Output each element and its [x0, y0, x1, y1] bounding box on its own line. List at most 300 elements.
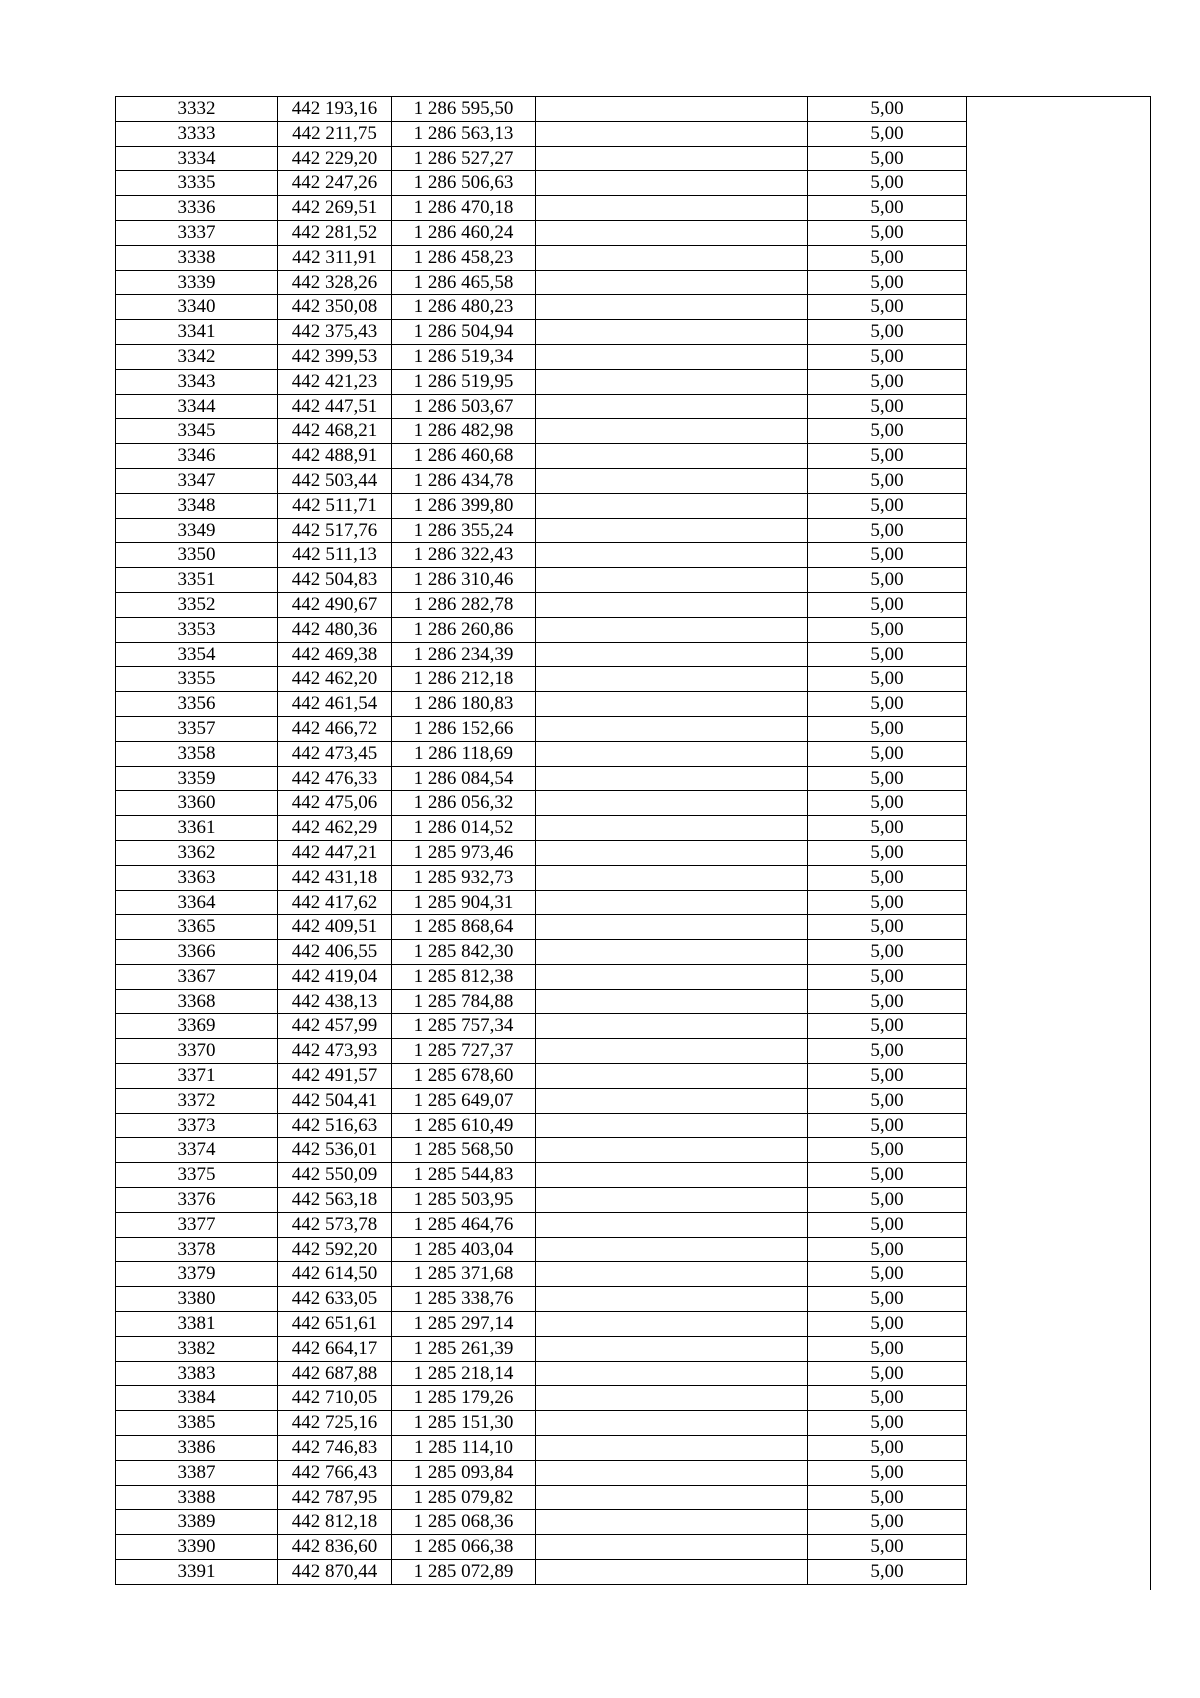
x-coordinate-cell: 442 311,91 — [278, 245, 392, 270]
table-row — [116, 1014, 1152, 1039]
x-coordinate-cell: 442 633,05 — [278, 1287, 392, 1312]
accuracy-cell: 5,00 — [808, 1361, 967, 1386]
description-cell — [536, 493, 808, 518]
table-row — [116, 146, 1152, 171]
y-coordinate-cell: 1 286 482,98 — [392, 419, 536, 444]
point-number-cell: 3357 — [116, 716, 278, 741]
x-coordinate-cell: 442 511,71 — [278, 493, 392, 518]
note-cell — [967, 592, 1152, 617]
x-coordinate-cell: 442 687,88 — [278, 1361, 392, 1386]
point-number-cell: 3360 — [116, 791, 278, 816]
y-coordinate-cell: 1 286 084,54 — [392, 766, 536, 791]
note-cell — [967, 816, 1152, 841]
point-number-cell: 3345 — [116, 419, 278, 444]
table-row — [116, 196, 1152, 221]
point-number-cell: 3344 — [116, 394, 278, 419]
note-cell — [967, 444, 1152, 469]
y-coordinate-cell: 1 285 904,31 — [392, 890, 536, 915]
table-row — [116, 766, 1152, 791]
point-number-cell: 3375 — [116, 1163, 278, 1188]
y-coordinate-cell: 1 286 260,86 — [392, 617, 536, 642]
y-coordinate-cell: 1 286 503,67 — [392, 394, 536, 419]
y-coordinate-cell: 1 286 470,18 — [392, 196, 536, 221]
description-cell — [536, 915, 808, 940]
x-coordinate-cell: 442 461,54 — [278, 692, 392, 717]
description-cell — [536, 1287, 808, 1312]
accuracy-cell: 5,00 — [808, 1237, 967, 1262]
table-row — [116, 890, 1152, 915]
description-cell — [536, 1014, 808, 1039]
note-cell — [967, 1113, 1152, 1138]
note-cell — [967, 568, 1152, 593]
y-coordinate-cell: 1 286 322,43 — [392, 543, 536, 568]
table-row — [116, 940, 1152, 965]
description-cell — [536, 940, 808, 965]
table-row — [116, 1386, 1152, 1411]
note-cell — [967, 270, 1152, 295]
description-cell — [536, 419, 808, 444]
x-coordinate-cell: 442 516,63 — [278, 1113, 392, 1138]
x-coordinate-cell: 442 550,09 — [278, 1163, 392, 1188]
accuracy-cell: 5,00 — [808, 419, 967, 444]
note-cell — [967, 1485, 1152, 1510]
accuracy-cell: 5,00 — [808, 1163, 967, 1188]
y-coordinate-cell: 1 286 504,94 — [392, 320, 536, 345]
accuracy-cell: 5,00 — [808, 1188, 967, 1213]
table-row — [116, 320, 1152, 345]
description-cell — [536, 865, 808, 890]
note-cell — [967, 1312, 1152, 1337]
y-coordinate-cell: 1 286 527,27 — [392, 146, 536, 171]
description-cell — [536, 1560, 808, 1585]
description-cell — [536, 121, 808, 146]
point-number-cell: 3389 — [116, 1510, 278, 1535]
description-cell — [536, 964, 808, 989]
note-cell — [967, 518, 1152, 543]
point-number-cell: 3354 — [116, 642, 278, 667]
point-number-cell: 3382 — [116, 1336, 278, 1361]
description-cell — [536, 1138, 808, 1163]
note-cell — [967, 940, 1152, 965]
point-number-cell: 3351 — [116, 568, 278, 593]
table-row — [116, 518, 1152, 543]
point-number-cell: 3390 — [116, 1535, 278, 1560]
accuracy-cell: 5,00 — [808, 1014, 967, 1039]
description-cell — [536, 716, 808, 741]
accuracy-cell: 5,00 — [808, 865, 967, 890]
point-number-cell: 3366 — [116, 940, 278, 965]
table-row — [116, 642, 1152, 667]
x-coordinate-cell: 442 399,53 — [278, 344, 392, 369]
point-number-cell: 3361 — [116, 816, 278, 841]
point-number-cell: 3358 — [116, 741, 278, 766]
point-number-cell: 3372 — [116, 1088, 278, 1113]
x-coordinate-cell: 442 504,41 — [278, 1088, 392, 1113]
y-coordinate-cell: 1 285 114,10 — [392, 1436, 536, 1461]
table-row — [116, 468, 1152, 493]
x-coordinate-cell: 442 517,76 — [278, 518, 392, 543]
y-coordinate-cell: 1 285 068,36 — [392, 1510, 536, 1535]
description-cell — [536, 344, 808, 369]
table-row — [116, 444, 1152, 469]
note-cell — [967, 1535, 1152, 1560]
table-row — [116, 964, 1152, 989]
description-cell — [536, 394, 808, 419]
accuracy-cell: 5,00 — [808, 1411, 967, 1436]
table-row — [116, 1113, 1152, 1138]
point-number-cell: 3386 — [116, 1436, 278, 1461]
x-coordinate-cell: 442 375,43 — [278, 320, 392, 345]
description-cell — [536, 543, 808, 568]
point-number-cell: 3346 — [116, 444, 278, 469]
y-coordinate-cell: 1 285 066,38 — [392, 1535, 536, 1560]
description-cell — [536, 1411, 808, 1436]
y-coordinate-cell: 1 285 568,50 — [392, 1138, 536, 1163]
table-row — [116, 344, 1152, 369]
table-row — [116, 915, 1152, 940]
point-number-cell: 3332 — [116, 97, 278, 122]
y-coordinate-cell: 1 286 234,39 — [392, 642, 536, 667]
y-coordinate-cell: 1 286 118,69 — [392, 741, 536, 766]
point-number-cell: 3343 — [116, 369, 278, 394]
y-coordinate-cell: 1 285 610,49 — [392, 1113, 536, 1138]
description-cell — [536, 592, 808, 617]
y-coordinate-cell: 1 286 480,23 — [392, 295, 536, 320]
y-coordinate-cell: 1 285 973,46 — [392, 840, 536, 865]
accuracy-cell: 5,00 — [808, 171, 967, 196]
table-row — [116, 419, 1152, 444]
description-cell — [536, 320, 808, 345]
y-coordinate-cell: 1 285 544,83 — [392, 1163, 536, 1188]
point-number-cell: 3338 — [116, 245, 278, 270]
point-number-cell: 3378 — [116, 1237, 278, 1262]
point-number-cell: 3364 — [116, 890, 278, 915]
accuracy-cell: 5,00 — [808, 444, 967, 469]
coordinates-table — [115, 96, 1152, 1585]
description-cell — [536, 989, 808, 1014]
table-row — [116, 97, 1152, 122]
note-cell — [967, 1411, 1152, 1436]
table-row — [116, 741, 1152, 766]
x-coordinate-cell: 442 725,16 — [278, 1411, 392, 1436]
x-coordinate-cell: 442 421,23 — [278, 369, 392, 394]
table-row — [116, 1064, 1152, 1089]
table-row — [116, 543, 1152, 568]
y-coordinate-cell: 1 286 460,24 — [392, 220, 536, 245]
table-row — [116, 716, 1152, 741]
x-coordinate-cell: 442 328,26 — [278, 270, 392, 295]
x-coordinate-cell: 442 473,45 — [278, 741, 392, 766]
accuracy-cell: 5,00 — [808, 1039, 967, 1064]
accuracy-cell: 5,00 — [808, 121, 967, 146]
note-cell — [967, 964, 1152, 989]
accuracy-cell: 5,00 — [808, 1510, 967, 1535]
note-cell — [967, 890, 1152, 915]
accuracy-cell: 5,00 — [808, 1262, 967, 1287]
description-cell — [536, 171, 808, 196]
x-coordinate-cell: 442 536,01 — [278, 1138, 392, 1163]
y-coordinate-cell: 1 286 506,63 — [392, 171, 536, 196]
note-cell — [967, 989, 1152, 1014]
description-cell — [536, 816, 808, 841]
x-coordinate-cell: 442 417,62 — [278, 890, 392, 915]
accuracy-cell: 5,00 — [808, 543, 967, 568]
x-coordinate-cell: 442 457,99 — [278, 1014, 392, 1039]
point-number-cell: 3353 — [116, 617, 278, 642]
table-row — [116, 1361, 1152, 1386]
y-coordinate-cell: 1 285 403,04 — [392, 1237, 536, 1262]
x-coordinate-cell: 442 592,20 — [278, 1237, 392, 1262]
note-cell — [967, 97, 1152, 122]
description-cell — [536, 1237, 808, 1262]
y-coordinate-cell: 1 285 093,84 — [392, 1460, 536, 1485]
point-number-cell: 3387 — [116, 1460, 278, 1485]
description-cell — [536, 791, 808, 816]
note-cell — [967, 716, 1152, 741]
note-cell — [967, 1188, 1152, 1213]
y-coordinate-cell: 1 285 503,95 — [392, 1188, 536, 1213]
y-coordinate-cell: 1 286 152,66 — [392, 716, 536, 741]
accuracy-cell: 5,00 — [808, 568, 967, 593]
x-coordinate-cell: 442 488,91 — [278, 444, 392, 469]
description-cell — [536, 196, 808, 221]
table-row — [116, 1312, 1152, 1337]
x-coordinate-cell: 442 406,55 — [278, 940, 392, 965]
y-coordinate-cell: 1 285 297,14 — [392, 1312, 536, 1337]
table-row — [116, 493, 1152, 518]
accuracy-cell: 5,00 — [808, 344, 967, 369]
y-coordinate-cell: 1 286 434,78 — [392, 468, 536, 493]
x-coordinate-cell: 442 664,17 — [278, 1336, 392, 1361]
note-cell — [967, 1336, 1152, 1361]
x-coordinate-cell: 442 281,52 — [278, 220, 392, 245]
note-cell — [967, 1237, 1152, 1262]
description-cell — [536, 890, 808, 915]
accuracy-cell: 5,00 — [808, 146, 967, 171]
note-cell — [967, 1039, 1152, 1064]
x-coordinate-cell: 442 766,43 — [278, 1460, 392, 1485]
description-cell — [536, 568, 808, 593]
table-row — [116, 1287, 1152, 1312]
table-row — [116, 1460, 1152, 1485]
accuracy-cell: 5,00 — [808, 196, 967, 221]
description-cell — [536, 840, 808, 865]
point-number-cell: 3369 — [116, 1014, 278, 1039]
y-coordinate-cell: 1 286 310,46 — [392, 568, 536, 593]
accuracy-cell: 5,00 — [808, 1312, 967, 1337]
accuracy-cell: 5,00 — [808, 940, 967, 965]
note-cell — [967, 1287, 1152, 1312]
x-coordinate-cell: 442 490,67 — [278, 592, 392, 617]
y-coordinate-cell: 1 285 371,68 — [392, 1262, 536, 1287]
y-coordinate-cell: 1 286 212,18 — [392, 667, 536, 692]
y-coordinate-cell: 1 285 179,26 — [392, 1386, 536, 1411]
description-cell — [536, 468, 808, 493]
note-cell — [967, 196, 1152, 221]
y-coordinate-cell: 1 285 649,07 — [392, 1088, 536, 1113]
accuracy-cell: 5,00 — [808, 518, 967, 543]
description-cell — [536, 220, 808, 245]
accuracy-cell: 5,00 — [808, 1436, 967, 1461]
x-coordinate-cell: 442 476,33 — [278, 766, 392, 791]
point-number-cell: 3365 — [116, 915, 278, 940]
point-number-cell: 3337 — [116, 220, 278, 245]
point-number-cell: 3391 — [116, 1560, 278, 1585]
table-row — [116, 1163, 1152, 1188]
accuracy-cell: 5,00 — [808, 493, 967, 518]
x-coordinate-cell: 442 350,08 — [278, 295, 392, 320]
note-cell — [967, 121, 1152, 146]
point-number-cell: 3384 — [116, 1386, 278, 1411]
y-coordinate-cell: 1 286 563,13 — [392, 121, 536, 146]
y-coordinate-cell: 1 285 151,30 — [392, 1411, 536, 1436]
point-number-cell: 3381 — [116, 1312, 278, 1337]
accuracy-cell: 5,00 — [808, 295, 967, 320]
description-cell — [536, 1088, 808, 1113]
note-cell — [967, 543, 1152, 568]
point-number-cell: 3368 — [116, 989, 278, 1014]
x-coordinate-cell: 442 431,18 — [278, 865, 392, 890]
accuracy-cell: 5,00 — [808, 1485, 967, 1510]
y-coordinate-cell: 1 286 465,58 — [392, 270, 536, 295]
y-coordinate-cell: 1 285 757,34 — [392, 1014, 536, 1039]
note-cell — [967, 220, 1152, 245]
note-cell — [967, 766, 1152, 791]
accuracy-cell: 5,00 — [808, 1113, 967, 1138]
x-coordinate-cell: 442 473,93 — [278, 1039, 392, 1064]
table-row — [116, 1237, 1152, 1262]
x-coordinate-cell: 442 710,05 — [278, 1386, 392, 1411]
y-coordinate-cell: 1 285 464,76 — [392, 1212, 536, 1237]
point-number-cell: 3336 — [116, 196, 278, 221]
point-number-cell: 3342 — [116, 344, 278, 369]
y-coordinate-cell: 1 285 218,14 — [392, 1361, 536, 1386]
point-number-cell: 3347 — [116, 468, 278, 493]
table-row — [116, 1212, 1152, 1237]
table-row — [116, 1535, 1152, 1560]
y-coordinate-cell: 1 286 399,80 — [392, 493, 536, 518]
table-row — [116, 1088, 1152, 1113]
table-row — [116, 1411, 1152, 1436]
description-cell — [536, 1460, 808, 1485]
accuracy-cell: 5,00 — [808, 270, 967, 295]
table-row — [116, 1188, 1152, 1213]
table-row — [116, 1336, 1152, 1361]
note-cell — [967, 617, 1152, 642]
table-row — [116, 617, 1152, 642]
y-coordinate-cell: 1 286 458,23 — [392, 245, 536, 270]
description-cell — [536, 1262, 808, 1287]
description-cell — [536, 97, 808, 122]
note-cell — [967, 320, 1152, 345]
accuracy-cell: 5,00 — [808, 989, 967, 1014]
note-cell — [967, 667, 1152, 692]
accuracy-cell: 5,00 — [808, 592, 967, 617]
table-row — [116, 1485, 1152, 1510]
table-row — [116, 840, 1152, 865]
accuracy-cell: 5,00 — [808, 394, 967, 419]
point-number-cell: 3379 — [116, 1262, 278, 1287]
note-cell — [967, 1262, 1152, 1287]
accuracy-cell: 5,00 — [808, 1138, 967, 1163]
accuracy-cell: 5,00 — [808, 840, 967, 865]
accuracy-cell: 5,00 — [808, 667, 967, 692]
accuracy-cell: 5,00 — [808, 890, 967, 915]
accuracy-cell: 5,00 — [808, 741, 967, 766]
x-coordinate-cell: 442 573,78 — [278, 1212, 392, 1237]
accuracy-cell: 5,00 — [808, 320, 967, 345]
x-coordinate-cell: 442 746,83 — [278, 1436, 392, 1461]
accuracy-cell: 5,00 — [808, 716, 967, 741]
description-cell — [536, 245, 808, 270]
accuracy-cell: 5,00 — [808, 1560, 967, 1585]
description-cell — [536, 1312, 808, 1337]
accuracy-cell: 5,00 — [808, 1064, 967, 1089]
accuracy-cell: 5,00 — [808, 791, 967, 816]
note-cell — [967, 1014, 1152, 1039]
y-coordinate-cell: 1 285 678,60 — [392, 1064, 536, 1089]
accuracy-cell: 5,00 — [808, 692, 967, 717]
table-row — [116, 121, 1152, 146]
description-cell — [536, 1163, 808, 1188]
note-cell — [967, 915, 1152, 940]
accuracy-cell: 5,00 — [808, 617, 967, 642]
table-row — [116, 245, 1152, 270]
description-cell — [536, 1039, 808, 1064]
accuracy-cell: 5,00 — [808, 97, 967, 122]
table-row — [116, 816, 1152, 841]
point-number-cell: 3335 — [116, 171, 278, 196]
x-coordinate-cell: 442 480,36 — [278, 617, 392, 642]
y-coordinate-cell: 1 285 079,82 — [392, 1485, 536, 1510]
description-cell — [536, 1336, 808, 1361]
x-coordinate-cell: 442 469,38 — [278, 642, 392, 667]
description-cell — [536, 1064, 808, 1089]
x-coordinate-cell: 442 468,21 — [278, 419, 392, 444]
x-coordinate-cell: 442 229,20 — [278, 146, 392, 171]
table-row — [116, 1138, 1152, 1163]
table-row — [116, 1436, 1152, 1461]
note-cell — [967, 468, 1152, 493]
point-number-cell: 3362 — [116, 840, 278, 865]
note-cell — [967, 1361, 1152, 1386]
y-coordinate-cell: 1 285 261,39 — [392, 1336, 536, 1361]
x-coordinate-cell: 442 870,44 — [278, 1560, 392, 1585]
x-coordinate-cell: 442 504,83 — [278, 568, 392, 593]
x-coordinate-cell: 442 462,20 — [278, 667, 392, 692]
y-coordinate-cell: 1 285 338,76 — [392, 1287, 536, 1312]
y-coordinate-cell: 1 285 868,64 — [392, 915, 536, 940]
note-cell — [967, 1212, 1152, 1237]
point-number-cell: 3340 — [116, 295, 278, 320]
note-cell — [967, 344, 1152, 369]
note-cell — [967, 1510, 1152, 1535]
description-cell — [536, 766, 808, 791]
accuracy-cell: 5,00 — [808, 1386, 967, 1411]
note-cell — [967, 1088, 1152, 1113]
note-cell — [967, 295, 1152, 320]
x-coordinate-cell: 442 491,57 — [278, 1064, 392, 1089]
point-number-cell: 3370 — [116, 1039, 278, 1064]
x-coordinate-cell: 442 511,13 — [278, 543, 392, 568]
point-number-cell: 3380 — [116, 1287, 278, 1312]
y-coordinate-cell: 1 286 519,95 — [392, 369, 536, 394]
description-cell — [536, 295, 808, 320]
x-coordinate-cell: 442 503,44 — [278, 468, 392, 493]
x-coordinate-cell: 442 193,16 — [278, 97, 392, 122]
point-number-cell: 3352 — [116, 592, 278, 617]
x-coordinate-cell: 442 563,18 — [278, 1188, 392, 1213]
